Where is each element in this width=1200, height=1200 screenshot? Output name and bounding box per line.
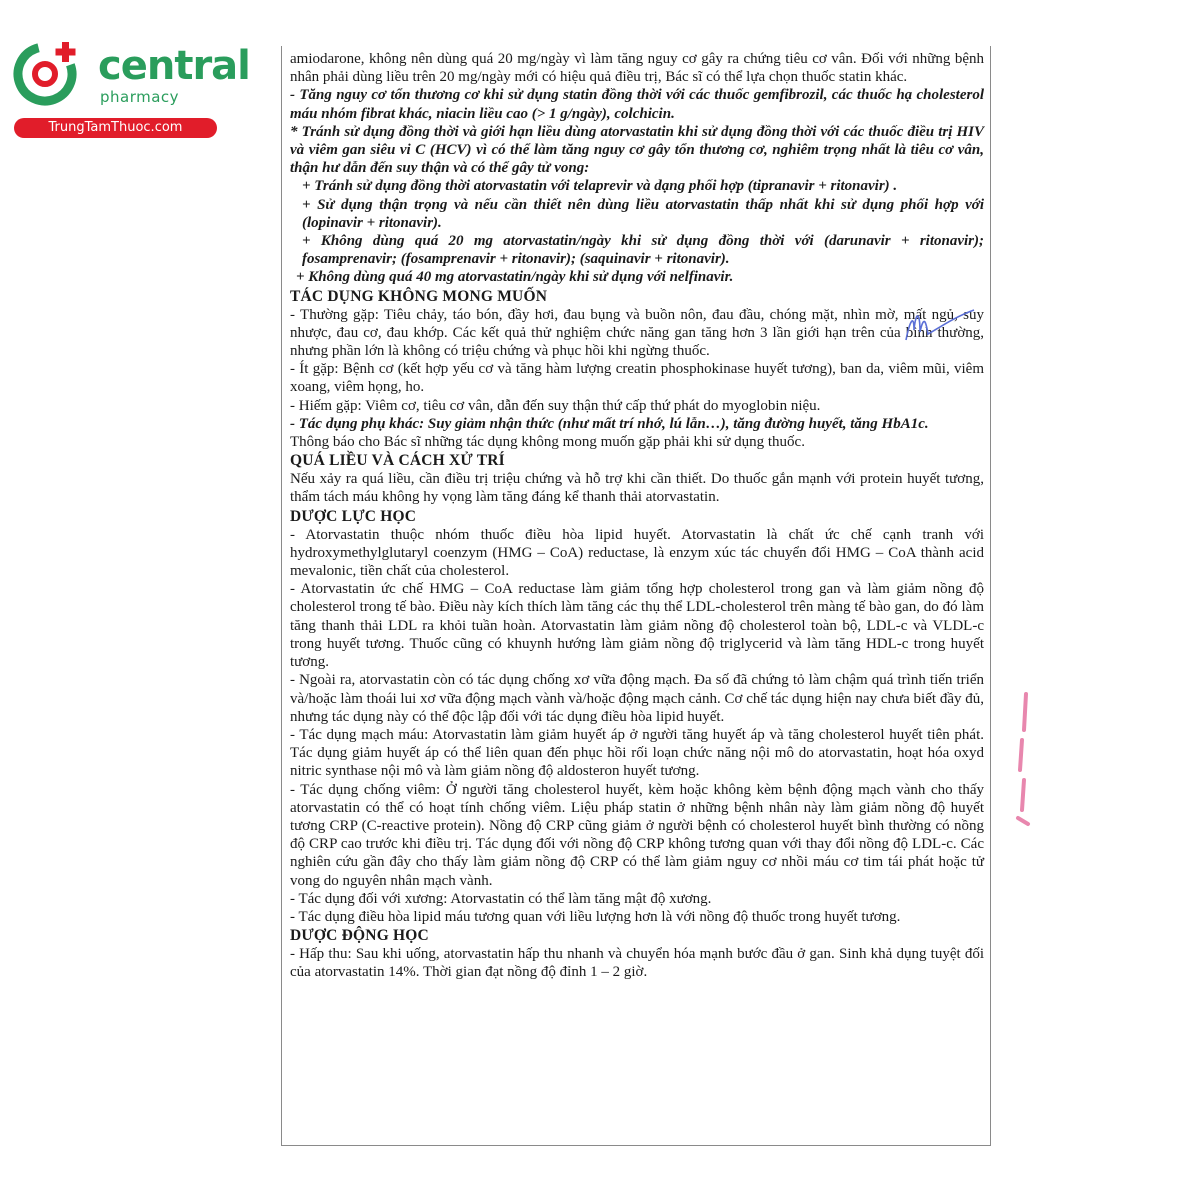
leaflet-page <box>281 46 991 1146</box>
pharmacy-cross-logo-icon <box>12 38 82 108</box>
paragraph: amiodarone, không nên dùng quá 20 mg/ngày vì làm tăng nguy cơ gây ra chứng tiêu cơ vân. Đối với những bệnh nhân phải dùng liều trên 20 mg/ngày mới có hiệu quả điều trị, Bác sĩ có thể lựa chọn thuốc statin khác. <box>290 51 984 86</box>
paragraph: - Atorvastatin ức chế HMG – CoA reductase làm giảm tổng hợp cholesterol trong gan và làm giảm nồng độ cholesterol trong tế bào. Điều này kích thích làm tăng các thụ thể LDL-cholesterol trên màng tế bào gan, do đó làm tăng thanh thải LDL ra khỏi tuần hoàn. Atorvastatin làm giảm nồng độ cholesterol toàn bộ, LDL-c và VLDL-c trong huyết tương. Thuốc cũng có khuynh hướng làm giảm nồng độ triglycerid và làm tăng HDL-c trong huyết tương. <box>290 581 984 671</box>
paragraph: - Thường gặp: Tiêu chảy, táo bón, đầy hơi, đau bụng và buồn nôn, đau đầu, chóng mặt, nhìn mờ, mất ngủ, suy nhược, đau cơ, đau khớp. Các kết quả thử nghiệm chức năng gan tăng hơn 3 lần giới hạn trên của bình thường, nhưng phần lớn là không có triệu chứng và phục hồi khi ngừng thuốc. <box>290 306 984 360</box>
section-heading: TÁC DỤNG KHÔNG MONG MUỐN <box>290 287 548 305</box>
paragraph: - Tác dụng đối với xương: Atorvastatin có thể làm tăng mật độ xương. <box>290 890 712 907</box>
brand-url-link[interactable]: TrungTamThuoc.com <box>14 118 217 138</box>
signature-icon <box>900 300 980 350</box>
section-heading: DƯỢC ĐỘNG HỌC <box>290 927 429 945</box>
emphasis-bullet: + Tránh sử dụng đồng thời atorvastatin với telaprevir và dạng phối hợp (tipranavir + ritonavir) . <box>302 178 898 195</box>
emphasis-paragraph: - Tác dụng phụ khác: Suy giảm nhận thức (như mất trí nhớ, lú lẫn…), tăng đường huyết, tăng HbA1c. <box>290 415 929 432</box>
paragraph: - Tác dụng điều hòa lipid máu tương quan với liều lượng hơn là với nồng độ thuốc trong huyết tương. <box>290 908 901 925</box>
section-heading: QUÁ LIỀU VÀ CÁCH XỬ TRÍ <box>290 452 505 470</box>
paragraph: Nếu xảy ra quá liều, cần điều trị triệu chứng và hỗ trợ khi cần thiết. Do thuốc gắn mạnh với protein huyết tương, thẩm tách máu không hy vọng làm tăng đáng kể thanh thải atorvastatin. <box>290 471 984 506</box>
paragraph: - Ngoài ra, atorvastatin còn có tác dụng chống xơ vữa động mạch. Đa số đã chứng tỏ làm chậm quá trình tiến triển và/hoặc làm thoái lui xơ vữa động mạch vành và/hoặc động mạch cảnh. Cơ chế tác dụng hiện nay chưa biết đầy đủ, nhưng tác dụng này có thể độc lập đối với tác dụng điều hòa lipid huyết. <box>290 672 984 725</box>
red-stamp-mark-icon <box>1012 690 1034 830</box>
emphasis-bullet: + Không dùng quá 40 mg atorvastatin/ngày khi sử dụng với nelfinavir. <box>296 269 734 286</box>
emphasis-paragraph: * Tránh sử dụng đồng thời và giới hạn liều dùng atorvastatin khi sử dụng đồng thời với các thuốc điều trị HIV và viêm gan siêu vi C (HCV) vì có thể làm tăng nguy cơ gây tổn thương cơ, nghiêm trọng nhất là tiêu cơ vân, thận hư dẫn đến suy thận và có thể gây tử vong: <box>290 123 984 177</box>
brand-name: central <box>98 43 250 89</box>
paragraph: Thông báo cho Bác sĩ những tác dụng không mong muốn gặp phải khi sử dụng thuốc. <box>290 434 805 451</box>
paragraph: - Atorvastatin thuộc nhóm thuốc điều hòa lipid huyết. Atorvastatin là chất ức chế cạnh tranh với hydroxymethylglutaryl coenzym (HMG – CoA) reductase, là enzym xúc tác chuyển đổi HMG – CoA thành acid mevalonic, tiền chất của cholesterol. <box>290 526 984 580</box>
paragraph: - Tác dụng mạch máu: Atorvastatin làm giảm huyết áp ở người tăng huyết áp và tăng cholesterol huyết tiên phát. Tác dụng giảm huyết áp có thể liên quan đến phục hồi rối loạn chức năng nội mô do atorvastatin, hoạt hóa oxyd nitric synthase nội mô và làm giảm nồng độ aldosteron huyết tương. <box>290 726 984 780</box>
emphasis-bullet: + Sử dụng thận trọng và nếu cần thiết nên dùng liều atorvastatin thấp nhất khi sử dụng phối hợp với (lopinavir + ritonavir). <box>302 196 984 231</box>
paragraph: - Hiếm gặp: Viêm cơ, tiêu cơ vân, dẫn đến suy thận thứ cấp thứ phát do myoglobin niệu. <box>290 397 821 414</box>
emphasis-bullet: + Không dùng quá 20 mg atorvastatin/ngày khi sử dụng đồng thời với (darunavir + ritonavir); fosamprenavir; (fosamprenavir + ritonavir); (saquinavir + ritonavir). <box>302 233 984 268</box>
brand-logo[interactable] <box>12 38 250 138</box>
leaflet-text <box>290 50 984 982</box>
emphasis-paragraph: - Tăng nguy cơ tổn thương cơ khi sử dụng statin đồng thời với các thuốc gemfibrozil, các thuốc hạ cholesterol máu nhóm fibrat khác, niacin liều cao (> 1 g/ngày), colchicin. <box>290 87 984 122</box>
paragraph: - Ít gặp: Bệnh cơ (kết hợp yếu cơ và tăng hàm lượng creatin phosphokinase huyết tương), ban da, viêm mũi, viêm xoang, viêm họng, ho. <box>290 361 984 396</box>
section-heading: DƯỢC LỰC HỌC <box>290 507 417 525</box>
brand-subtitle: pharmacy <box>100 88 180 106</box>
paragraph: - Hấp thu: Sau khi uống, atorvastatin hấp thu nhanh và chuyển hóa mạnh bước đầu ở gan. Sinh khả dụng tuyệt đối của atorvastatin 14%. Thời gian đạt nồng độ đỉnh 1 – 2 giờ. <box>290 946 984 981</box>
paragraph: - Tác dụng chống viêm: Ở người tăng cholesterol huyết, kèm hoặc không kèm bệnh động mạch vành cho thấy atorvastatin có thể có hoạt tính chống viêm. Liệu pháp statin ở những bệnh nhân này làm giảm nồng độ huyết tương CRP (C-reactive protein). Nồng độ CRP cũng giảm ở người bệnh có cholesterol huyết bình thường có nồng độ CRP cao trước khi điều trị. Tác dụng đối với nồng độ CRP không tương quan với thay đổi nồng độ LDL-c. Các nghiên cứu gần đây cho thấy làm giảm nồng độ CRP có thể làm giảm nguy cơ nhồi máu cơ tim tái phát hoặc tử vong do nguyên nhân mạch vành. <box>290 781 984 889</box>
